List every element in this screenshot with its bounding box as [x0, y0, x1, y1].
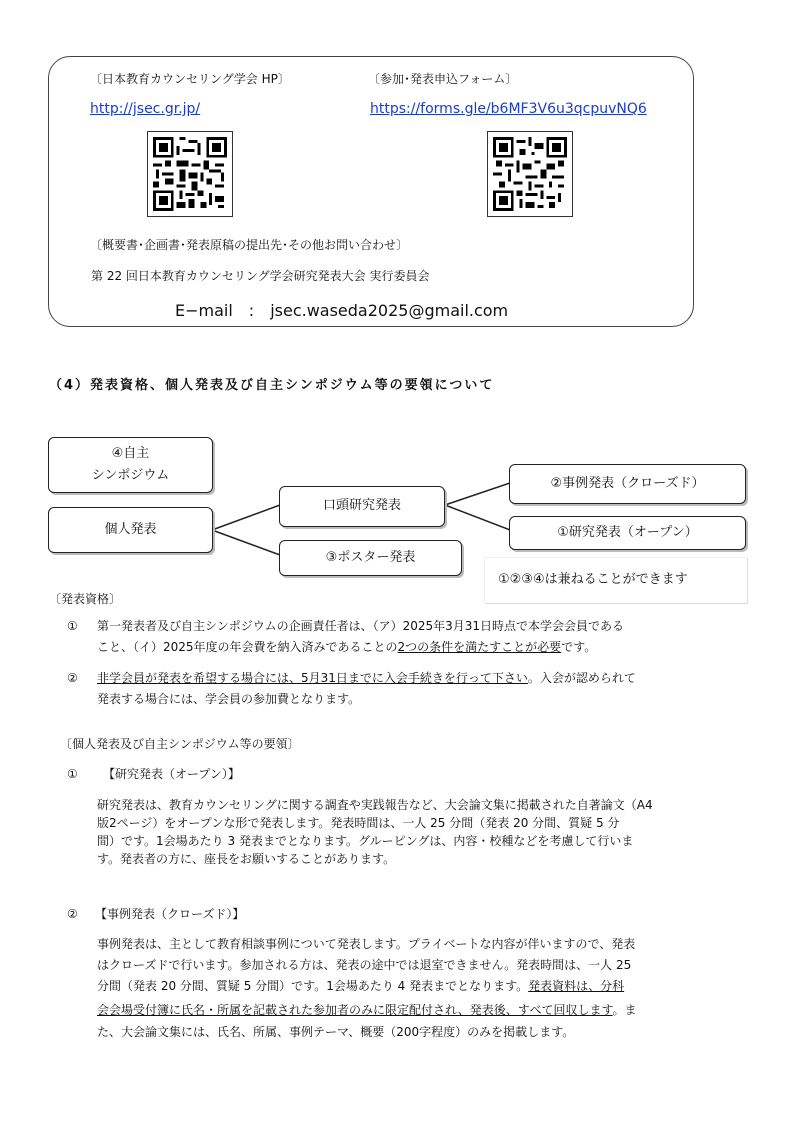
research-line2: 版2ページ）をオープンな形で発表します。発表時間は、一人 25 分間（発表 20 分間、質疑 5 分: [97, 816, 620, 830]
contact-email[interactable]: E−mail : jsec.waseda2025@gmail.com: [175, 301, 509, 320]
qual-item1-line2-pre: こと、（イ）2025年度の年会費を納入済みであることの: [97, 640, 398, 654]
qual-item2-nonmember: 非学会員が発表を希望する場合には、5月31日までに入会手続きを行って下さい: [97, 671, 528, 685]
qual-item2-line1: [97, 668, 636, 689]
research-title: 【研究発表（オープン）】: [103, 767, 240, 781]
case-materials-notice: 発表資料は、分科: [528, 979, 625, 993]
case-line3: [97, 976, 624, 997]
qual-item1-number: ①: [67, 619, 78, 633]
form-label: 〔参加･発表申込フォーム〕: [368, 72, 518, 86]
case-line1: 事例発表は、主として教育相談事例について発表します。プライベートな内容が伴いますので、発表: [97, 937, 636, 951]
qual-item1-line1: 第一発表者及び自主シンポジウムの企画責任者は、（ア）2025年3月31日時点で本学会会員である: [97, 619, 625, 633]
node-symposium-line1: ④自主: [111, 445, 150, 461]
case-line4-post: 。ま: [612, 1003, 637, 1017]
qual-item1-condition: 2つの条件を満たすことが必要: [397, 640, 562, 654]
node-oral: [279, 486, 445, 527]
research-line4: す。発表者の方に、座長をお願いすることがあります。: [97, 852, 396, 866]
form-link[interactable]: https://forms.gle/b6MF3V6u3qcpuvNQ6: [370, 101, 647, 117]
node-research-label: ①研究発表（オープン）: [557, 524, 698, 540]
node-symposium: [48, 437, 213, 493]
node-poster-label: ③ポスター発表: [325, 549, 416, 565]
section-heading: （4）発表資格、個人発表及び自主シンポジウム等の要領について: [49, 378, 495, 393]
node-individual: [48, 507, 213, 553]
node-research: [509, 516, 746, 550]
case-title: 【事例発表（クローズド）】: [95, 907, 245, 921]
qualification-heading: 〔発表資格〕: [49, 592, 122, 606]
diagram-note: ①②③④は兼ねることができます: [498, 572, 688, 587]
qual-item1-line2-post: です。: [561, 640, 597, 654]
node-case-label: ②事例発表（クローズド）: [550, 475, 705, 491]
guidelines-heading: 〔個人発表及び自主シンポジウム等の要領〕: [60, 737, 300, 751]
qual-item2-line2: 発表する場合には、学会員の参加費となります。: [97, 692, 361, 706]
research-line1: 研究発表は、教育カウンセリングに関する調査や実践報告など、大会論文集に掲載された自著論文（A4: [97, 798, 653, 812]
case-line4: [97, 1000, 637, 1021]
hp-label: 〔日本教育カウンセリング学会 HP〕: [90, 72, 290, 86]
hp-link[interactable]: http://jsec.gr.jp/: [90, 101, 201, 117]
case-line3-pre: 分間（発表 20 分間、質疑 5 分間）です。1会場あたり 4 発表までとなります。: [97, 979, 529, 993]
qual-item2-number: ②: [67, 671, 78, 685]
node-poster: [279, 540, 462, 576]
committee-name: 第 22 回日本教育カウンセリング学会研究発表大会 実行委員会: [91, 269, 430, 283]
node-oral-label: 口頭研究発表: [322, 498, 401, 514]
case-line5: た、大会論文集には、氏名、所属、事例テーマ、概要（200字程度）のみを掲載します。: [97, 1025, 575, 1039]
case-number: ②: [67, 907, 78, 921]
qual-item1-line2: [97, 637, 596, 658]
research-line3: 間）です。1会場あたり 3 発表までとなります。グルーピングは、内容・校種などを考慮して行いま: [97, 834, 634, 848]
node-symposium-line2: シンポジウム: [91, 468, 170, 483]
node-individual-label: 個人発表: [104, 521, 157, 537]
qual-item2-line1-post: 。入会が認められて: [527, 671, 636, 685]
contact-label: 〔概要書･企画書･発表原稿の提出先･その他お問い合わせ〕: [90, 238, 409, 252]
case-line2: はクローズドで行います。参加される方は、発表の途中では退室できません。発表時間は、一人 25: [97, 958, 632, 972]
research-number: ①: [67, 767, 78, 781]
case-materials-notice-cont: 会会場受付簿に氏名・所属を記載された参加者のみに限定配付され、発表後、すべて回収します: [97, 1003, 613, 1017]
node-case: [509, 464, 746, 504]
